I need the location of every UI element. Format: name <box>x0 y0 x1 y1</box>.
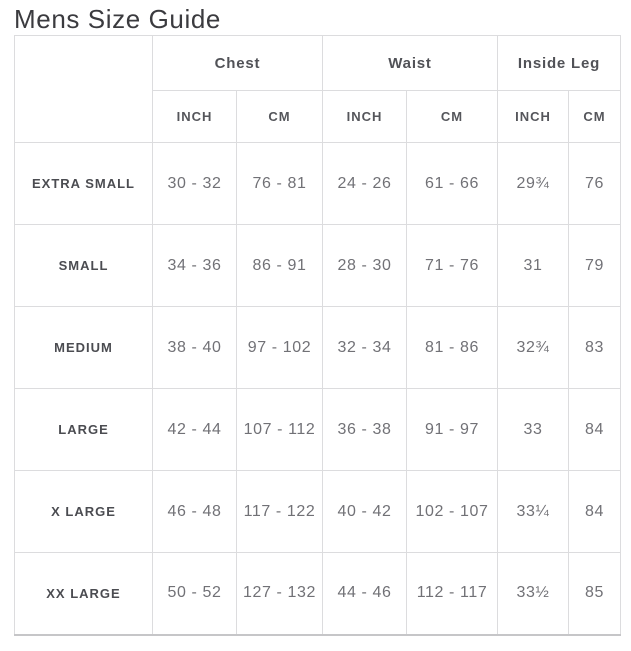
measurement-cell: 97 - 102 <box>237 307 323 389</box>
group-header-inside-leg: Inside Leg <box>498 36 621 91</box>
measurement-cell: 33 <box>498 389 569 471</box>
corner-cell <box>15 36 153 143</box>
measurement-cell: 34 - 36 <box>153 225 237 307</box>
measurement-cell: 38 - 40 <box>153 307 237 389</box>
measurement-cell: 76 <box>569 143 621 225</box>
measurement-cell: 112 - 117 <box>407 553 498 635</box>
measurement-cell: 24 - 26 <box>323 143 407 225</box>
group-header-waist: Waist <box>323 36 498 91</box>
table-row <box>15 143 621 225</box>
size-table-body <box>15 143 621 635</box>
measurement-cell: 84 <box>569 389 621 471</box>
table-row <box>15 471 621 553</box>
measurement-cell: 32 - 34 <box>323 307 407 389</box>
measurement-cell: 36 - 38 <box>323 389 407 471</box>
unit-header-chest-inch: INCH <box>153 91 237 143</box>
size-label: X LARGE <box>15 471 153 553</box>
measurement-cell: 127 - 132 <box>237 553 323 635</box>
measurement-cell: 30 - 32 <box>153 143 237 225</box>
size-label: SMALL <box>15 225 153 307</box>
table-row <box>15 553 621 635</box>
unit-header-waist-cm: CM <box>407 91 498 143</box>
table-row <box>15 307 621 389</box>
measurement-cell: 61 - 66 <box>407 143 498 225</box>
measurement-cell: 50 - 52 <box>153 553 237 635</box>
unit-header-inside-leg-cm: CM <box>569 91 621 143</box>
measurement-cell: 44 - 46 <box>323 553 407 635</box>
measurement-cell: 86 - 91 <box>237 225 323 307</box>
measurement-cell: 31 <box>498 225 569 307</box>
unit-header-chest-cm: CM <box>237 91 323 143</box>
measurement-cell: 29¾ <box>498 143 569 225</box>
measurement-cell: 42 - 44 <box>153 389 237 471</box>
measurement-cell: 91 - 97 <box>407 389 498 471</box>
measurement-cell: 40 - 42 <box>323 471 407 553</box>
measurement-cell: 28 - 30 <box>323 225 407 307</box>
size-label: LARGE <box>15 389 153 471</box>
table-row <box>15 389 621 471</box>
measurement-cell: 84 <box>569 471 621 553</box>
size-label: MEDIUM <box>15 307 153 389</box>
measurement-cell: 81 - 86 <box>407 307 498 389</box>
measurement-cell: 32¾ <box>498 307 569 389</box>
table-row <box>15 225 621 307</box>
measurement-cell: 79 <box>569 225 621 307</box>
measurement-cell: 117 - 122 <box>237 471 323 553</box>
page-title: Mens Size Guide <box>14 4 221 34</box>
group-header-chest: Chest <box>153 36 323 91</box>
measurement-cell: 85 <box>569 553 621 635</box>
measurement-cell: 83 <box>569 307 621 389</box>
group-header-row <box>15 36 621 91</box>
size-guide-table <box>14 35 621 636</box>
measurement-cell: 76 - 81 <box>237 143 323 225</box>
measurement-cell: 71 - 76 <box>407 225 498 307</box>
measurement-cell: 33¼ <box>498 471 569 553</box>
size-label: EXTRA SMALL <box>15 143 153 225</box>
unit-header-inside-leg-inch: INCH <box>498 91 569 143</box>
measurement-cell: 33½ <box>498 553 569 635</box>
measurement-cell: 107 - 112 <box>237 389 323 471</box>
unit-header-waist-inch: INCH <box>323 91 407 143</box>
measurement-cell: 102 - 107 <box>407 471 498 553</box>
size-label: XX LARGE <box>15 553 153 635</box>
measurement-cell: 46 - 48 <box>153 471 237 553</box>
